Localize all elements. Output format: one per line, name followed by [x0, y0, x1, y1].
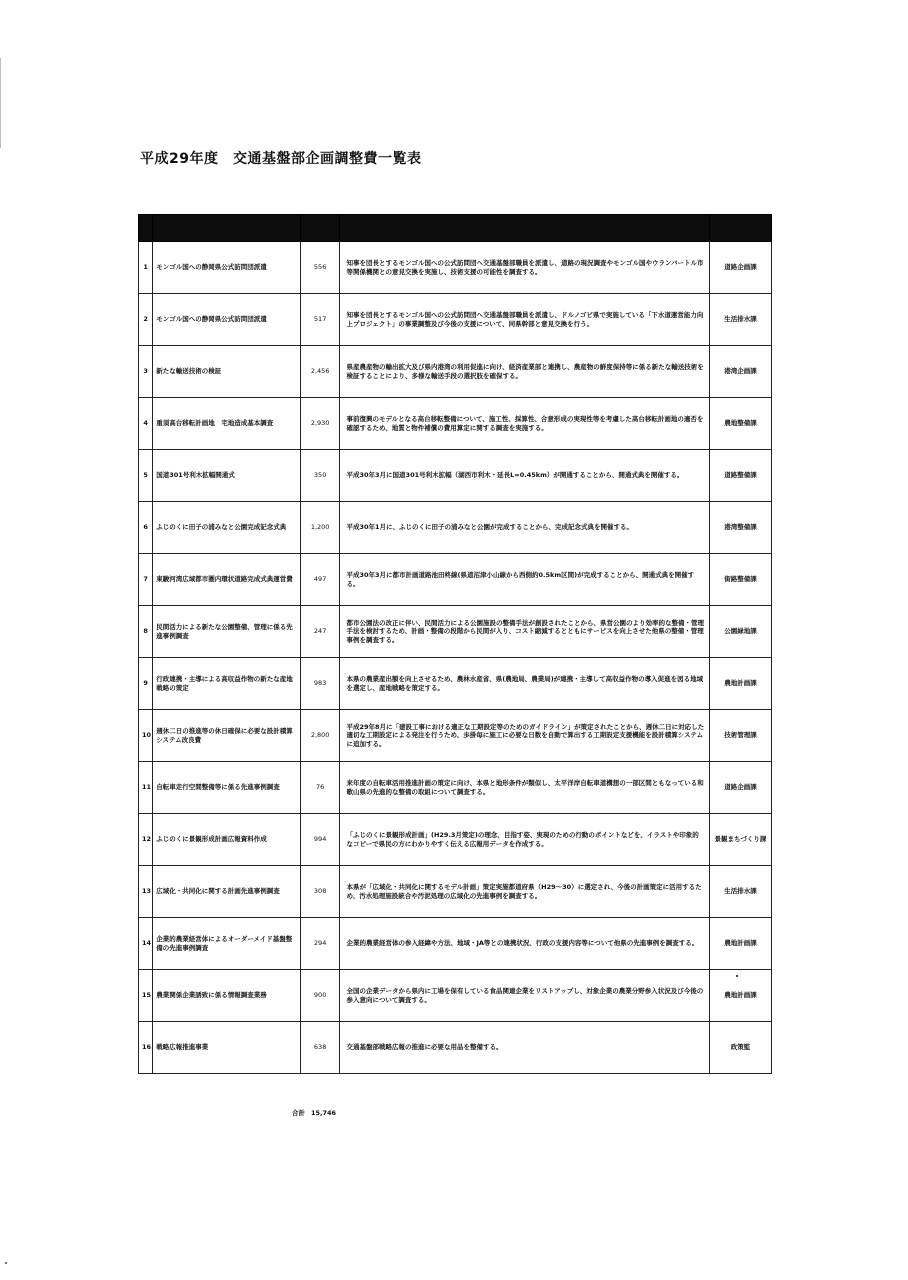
- project-amount: 497: [300, 554, 340, 606]
- project-name: 戦略広報推進事業: [153, 1022, 301, 1074]
- budget-table: [138, 214, 772, 1074]
- table-row: [139, 346, 772, 398]
- row-number: 12: [139, 814, 153, 866]
- total-line: [292, 1108, 342, 1117]
- table-row: [139, 762, 772, 814]
- project-amount: 2,456: [300, 346, 340, 398]
- project-description: 事前復興のモデルとなる高台移転整備について、施工性、採算性、合意形成の実現性等を考慮した高台移転計画地の適否を確認するため、地質と物件補償の費用算定に関する調査を実施する。: [340, 398, 709, 450]
- project-amount: 900: [300, 970, 340, 1022]
- header-cell-amount: [300, 215, 340, 242]
- table-row: [139, 606, 772, 658]
- table-row: [139, 502, 772, 554]
- project-name: 行政連携・主導による高収益作物の新たな産地戦略の策定: [153, 658, 301, 710]
- responsible-department: 道路企画課: [709, 762, 771, 814]
- project-description: 知事を団長とするモンゴル国への公式訪問団へ交通基盤部職員を派遣し、ドルノゴビ県で実施している「下水道運営能力向上プロジェクト」の事業調整及び今後の支援について、同県幹部と意見交換を行う。: [340, 294, 709, 346]
- table-row: [139, 294, 772, 346]
- row-number: 13: [139, 866, 153, 918]
- responsible-department: 農地計画課: [709, 970, 771, 1022]
- row-number: 8: [139, 606, 153, 658]
- row-number: 4: [139, 398, 153, 450]
- project-description: 平成30年1月に、ふじのくに田子の浦みなと公園が完成することから、完成記念式典を開催する。: [340, 502, 709, 554]
- project-name: モンゴル国への静岡県公式訪問団派遣: [153, 294, 301, 346]
- responsible-department: 港湾整備課: [709, 502, 771, 554]
- row-number: 6: [139, 502, 153, 554]
- project-amount: 76: [300, 762, 340, 814]
- header-cell-department: [709, 215, 771, 242]
- project-description: 本県が「広域化・共同化に関するモデル計画」策定実施都道府県（H29～30）に選定され、今後の計画策定に活用するため、汚水処理施設統合や汚泥処理の広域化の先進事例を調査する。: [340, 866, 709, 918]
- project-description: 企業的農業経営体の参入経緯や方法、地域・JA等との連携状況、行政の支援内容等について他県の先進事例を調査する。: [340, 918, 709, 970]
- table-row: [139, 658, 772, 710]
- project-name: ふじのくに景観形成計画広報資料作成: [153, 814, 301, 866]
- project-amount: 517: [300, 294, 340, 346]
- table-body: [139, 242, 772, 1074]
- project-description: 本県の農業産出額を向上させるため、農林水産省、県(農地局、農業局)が連携・主導して高収益作物の導入促進を図る地域を選定し、産地戦略を策定する。: [340, 658, 709, 710]
- responsible-department: 農地計画課: [709, 658, 771, 710]
- project-name: 自転車走行空間整備等に係る先進事例調査: [153, 762, 301, 814]
- project-description: 県産農産物の輸出拡大及び県内港湾の利用促進に向け、経済産業部と連携し、農産物の鮮度保持等に係る新たな輸送技術を検証することにより、多様な輸送手段の選択肢を確保する。: [340, 346, 709, 398]
- project-description: 交通基盤部戦略広報の推進に必要な用品を整備する。: [340, 1022, 709, 1074]
- total-value: 15,746: [311, 1109, 337, 1117]
- project-description: 都市公園法の改正に伴い、民間活力による公園施設の整備手法が創設されたことから、県営公園のより効率的な整備・管理手法を検討するため、計画・整備の段階から民間が入り、コスト縮減するとともにサービスを向上させた他県の整備・管理事例を調査する。: [340, 606, 709, 658]
- project-name: 企業的農業経営体によるオーダーメイド基盤整備の先進事例調査: [153, 918, 301, 970]
- project-amount: 638: [300, 1022, 340, 1074]
- project-amount: 1,200: [300, 502, 340, 554]
- responsible-department: 景観まちづくり課: [709, 814, 771, 866]
- project-amount: 247: [300, 606, 340, 658]
- project-name: 国道301号利木拡幅開通式: [153, 450, 301, 502]
- table-row: [139, 450, 772, 502]
- header-cell-name: [153, 215, 301, 242]
- project-description: 知事を団長とするモンゴル国への公式訪問団へ交通基盤部職員を派遣し、道路の現況調査やモンゴル国やウランバートル市等関係機関との意見交換を実施し、技術支援の可能性を調査する。: [340, 242, 709, 294]
- project-amount: 994: [300, 814, 340, 866]
- project-name: 民間活力による新たな公園整備、管理に係る先進事例調査: [153, 606, 301, 658]
- responsible-department: 農地整備課: [709, 398, 771, 450]
- header-cell-description: [340, 215, 709, 242]
- project-name: 東駿河湾広域都市圏内環状道路完成式典運営費: [153, 554, 301, 606]
- table-row: [139, 814, 772, 866]
- project-amount: 983: [300, 658, 340, 710]
- project-amount: 350: [300, 450, 340, 502]
- row-number: 1: [139, 242, 153, 294]
- project-description: 平成29年8月に「建設工事における適正な工期設定等のためのガイドライン」が策定されたことから、週休二日に対応した適切な工期設定による発注を行うため、歩掛毎に施工に必要な日数を自動で算出する工期設定支援機能を設計積算システムに追加する。: [340, 710, 709, 762]
- scan-edge-mark: [0, 58, 1, 148]
- project-amount: 556: [300, 242, 340, 294]
- project-description: 来年度の自転車活用推進計画の策定に向け、本県と地形条件が類似し、太平洋岸自転車道構想の一部区間ともなっている和歌山県の先進的な整備の取組について調査する。: [340, 762, 709, 814]
- project-name: 重須高台移転計画地 宅地造成基本調査: [153, 398, 301, 450]
- project-amount: 308: [300, 866, 340, 918]
- row-number: 7: [139, 554, 153, 606]
- responsible-department: 道路整備課: [709, 450, 771, 502]
- project-amount: 2,800: [300, 710, 340, 762]
- table-row: [139, 242, 772, 294]
- project-amount: 2,930: [300, 398, 340, 450]
- project-name: モンゴル国への静岡県公式訪問団派遣: [153, 242, 301, 294]
- responsible-department: 技術管理課: [709, 710, 771, 762]
- table-row: [139, 866, 772, 918]
- table-row: [139, 398, 772, 450]
- row-number: 2: [139, 294, 153, 346]
- responsible-department: 港湾企画課: [709, 346, 771, 398]
- table-row: [139, 918, 772, 970]
- responsible-department: 生活排水課: [709, 866, 771, 918]
- project-description: 「ふじのくに景観形成計画」(H29.3月策定)の理念、目指す姿、実現のための行動のポイントなどを、イラストや印象的なコピーで県民の方にわかりやすく伝える広報用データを作成する。: [340, 814, 709, 866]
- project-description: 平成30年3月に国道301号利木拡幅（湖西市利木・延長L=0.45km）が開通することから、開通式典を開催する。: [340, 450, 709, 502]
- responsible-department: 生活排水課: [709, 294, 771, 346]
- responsible-department: 街路整備課: [709, 554, 771, 606]
- project-name: 広域化・共同化に関する計画先進事例調査: [153, 866, 301, 918]
- project-name: ふじのくに田子の浦みなと公園完成記念式典: [153, 502, 301, 554]
- row-number: 16: [139, 1022, 153, 1074]
- row-number: 5: [139, 450, 153, 502]
- table-row: [139, 554, 772, 606]
- responsible-department: 政策監: [709, 1022, 771, 1074]
- table-row: [139, 1022, 772, 1074]
- row-number: 15: [139, 970, 153, 1022]
- total-label: 合計: [292, 1109, 305, 1117]
- responsible-department: 道路企画課: [709, 242, 771, 294]
- project-name: 週休二日の推進等の休日確保に必要な設計積算システム改良費: [153, 710, 301, 762]
- header-cell-no: [139, 215, 153, 242]
- page-title: 平成29年度 交通基盤部企画調整費一覧表: [140, 151, 422, 167]
- table-header-row: [139, 215, 772, 242]
- project-description: 全国の企業データから県内に工場を保有している食品関連企業をリストアップし、対象企業の農業分野参入状況及び今後の参入意向について調査する。: [340, 970, 709, 1022]
- row-number: 11: [139, 762, 153, 814]
- row-number: 14: [139, 918, 153, 970]
- table-row: [139, 970, 772, 1022]
- project-amount: 294: [300, 918, 340, 970]
- row-number: 9: [139, 658, 153, 710]
- project-name: 農業関係企業誘致に係る情報調査業務: [153, 970, 301, 1022]
- project-name: 新たな輸送技術の検証: [153, 346, 301, 398]
- stray-dot: [736, 975, 738, 977]
- responsible-department: 農地計画課: [709, 918, 771, 970]
- project-description: 平成30年3月に都市計画道路池田柊線(県道沼津小山線から西側約0.5km区間)が完成することから、開通式典を開催する。: [340, 554, 709, 606]
- responsible-department: 公園緑地課: [709, 606, 771, 658]
- scan-corner-mark: [5, 1262, 7, 1264]
- row-number: 3: [139, 346, 153, 398]
- row-number: 10: [139, 710, 153, 762]
- table-row: [139, 710, 772, 762]
